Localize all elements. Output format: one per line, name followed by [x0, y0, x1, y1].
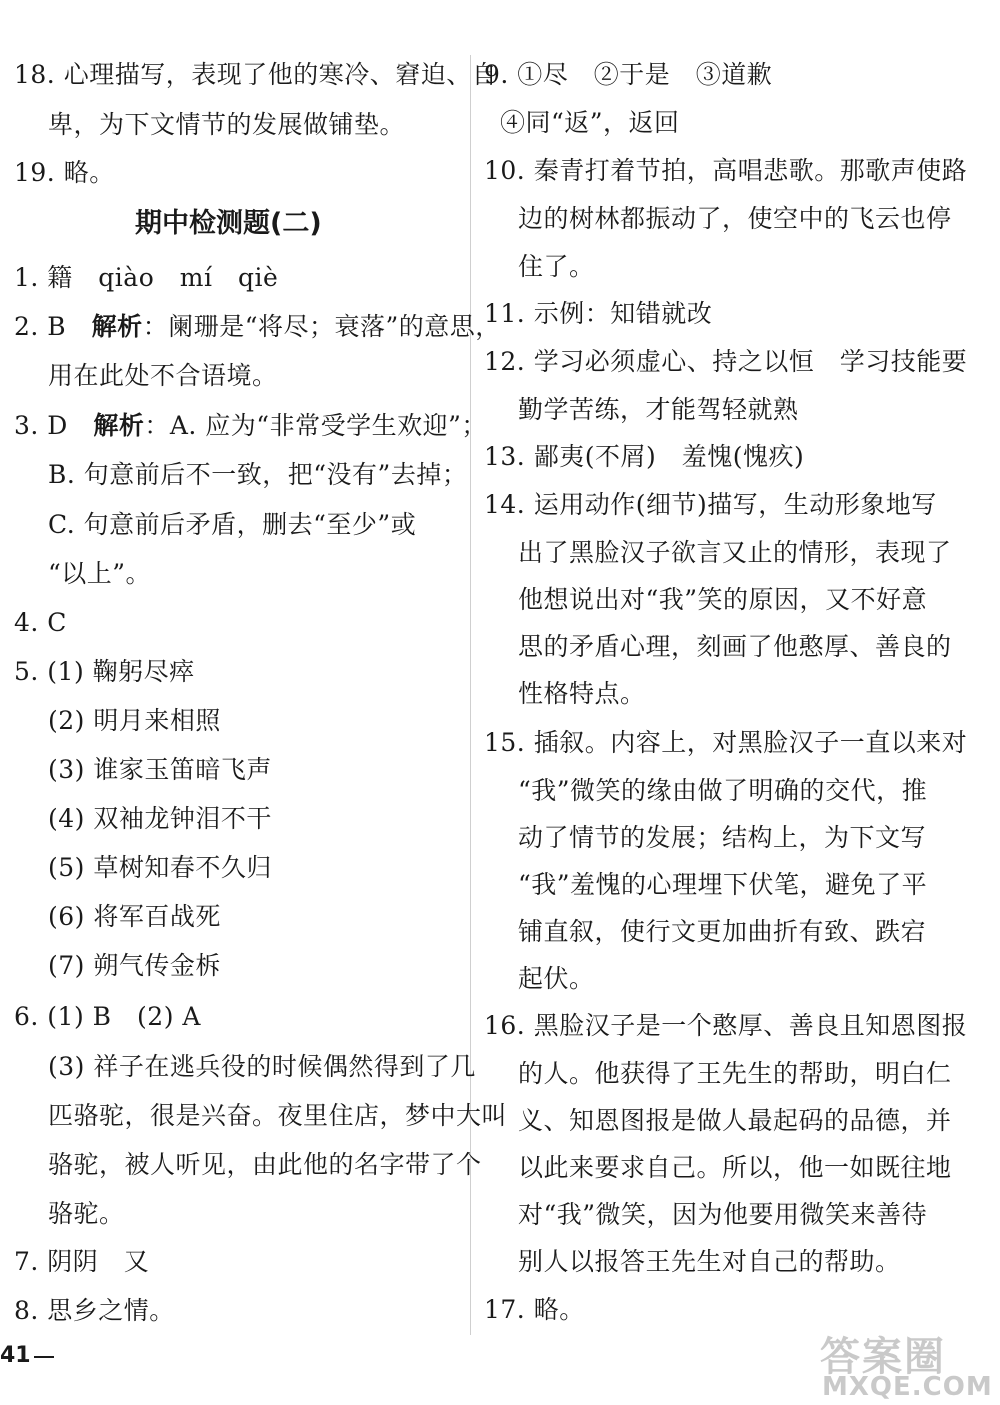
answer-3-line2: B. 句意前后不一致，把“没有”去掉； — [48, 460, 468, 489]
answer-8: 8. 思乡之情。 — [14, 1296, 175, 1325]
answer-3-line4: “以上”。 — [48, 559, 152, 588]
answer-5-1: 5. (1) 鞠躬尽瘁 — [14, 657, 195, 686]
answer-3-line3: C. 句意前后矛盾，删去“至少”或 — [48, 510, 417, 539]
answer-11: 11. 示例：知错就改 — [484, 299, 713, 328]
answer-10-line1: 10. 秦青打着节拍，高唱悲歌。那歌声使路 — [484, 156, 968, 185]
answer-5-7: (7) 朔气传金柝 — [48, 951, 221, 980]
answer-19: 19. 略。 — [14, 158, 115, 187]
answer-1: 1. 籍 qiào mí qiè — [14, 263, 279, 292]
answer-13: 13. 鄙夷(不屑) 羞愧(愧疚) — [484, 442, 805, 471]
answer-4: 4. C — [14, 608, 67, 637]
answer-15-line6: 起伏。 — [518, 964, 595, 993]
answer-7: 7. 阴阴 又 — [14, 1247, 150, 1276]
answer-5-2: (2) 明月来相照 — [48, 706, 221, 735]
answer-5-3: (3) 谁家玉笛暗飞声 — [48, 755, 272, 784]
answer-16-line1: 16. 黑脸汉子是一个憨厚、善良且知恩图报 — [484, 1011, 968, 1040]
answer-6-3-line2: 匹骆驼，很是兴奋。夜里住店，梦中大叫 — [48, 1101, 508, 1130]
answer-14-line3: 他想说出对“我”笑的原因，又不好意 — [518, 585, 928, 614]
section-title: 期中检测题(二) — [135, 208, 322, 239]
answer-12-line1: 12. 学习必须虚心、持之以恒 学习技能要 — [484, 347, 968, 376]
analysis-label: 解析 — [93, 411, 145, 440]
answer-15-line2: “我”微笑的缘由做了明确的交代，推 — [518, 776, 928, 805]
answer-6-3-line1: (3) 祥子在逃兵役的时候偶然得到了几 — [48, 1052, 476, 1081]
answer-6-1-2: 6. (1) B (2) A — [14, 1002, 201, 1031]
answer-10-line3: 住了。 — [518, 252, 595, 281]
analysis-label: 解析 — [91, 312, 143, 341]
answer-16-line4: 以此来要求自己。所以，他一如既往地 — [518, 1153, 952, 1182]
answer-15-line1: 15. 插叙。内容上，对黑脸汉子一直以来对 — [484, 728, 968, 757]
answer-14-line5: 性格特点。 — [518, 679, 646, 708]
answer-12-line2: 勤学苦练，才能驾轻就熟 — [518, 395, 799, 424]
answer-3-line1: 3. D 解析：A. 应为“非常受学生欢迎”； — [14, 411, 487, 440]
answer-14-line4: 思的矛盾心理，刻画了他憨厚、善良的 — [518, 632, 952, 661]
answer-5-4: (4) 双袖龙钟泪不干 — [48, 804, 272, 833]
answer-16-line2: 的人。他获得了王先生的帮助，明白仁 — [518, 1059, 952, 1088]
answer-6-3-line3: 骆驼，被人听见，由此他的名字带了个 — [48, 1150, 482, 1179]
answer-16-line5: 对“我”微笑，因为他要用微笑来善待 — [518, 1200, 928, 1229]
answer-2-line1: 2. B 解析：阑珊是“将尽；衰落”的意思， — [14, 312, 501, 341]
answer-15-line4: “我”羞愧的心理埋下伏笔，避免了平 — [518, 870, 928, 899]
answer-6-3-line4: 骆驼。 — [48, 1199, 125, 1228]
page-number-dash — [34, 1356, 54, 1358]
watermark-logo: 答案圈 — [820, 1334, 946, 1380]
page-number: 41 — [0, 1343, 31, 1368]
answer-10-line2: 边的树林都振动了，使空中的飞云也停 — [518, 204, 952, 233]
answer-5-6: (6) 将军百战死 — [48, 902, 221, 931]
answer-14-line1: 14. 运用动作(细节)描写，生动形象地写 — [484, 490, 937, 519]
answer-9-line1: 9. ①尽 ②于是 ③道歉 — [484, 60, 773, 89]
answer-9-line2: ④同“返”，返回 — [500, 108, 680, 137]
answer-2-line2: 用在此处不合语境。 — [48, 361, 278, 390]
answer-17: 17. 略。 — [484, 1295, 585, 1324]
answer-18-line2: 卑，为下文情节的发展做铺垫。 — [48, 110, 406, 139]
answer-16-line3: 义、知恩图报是做人最起码的品德，并 — [518, 1106, 952, 1135]
answer-14-line2: 出了黑脸汉子欲言又止的情形，表现了 — [518, 538, 952, 567]
answer-15-line5: 铺直叙，使行文更加曲折有致、跌宕 — [518, 917, 927, 946]
answer-18-line1: 18. 心理描写，表现了他的寒冷、窘迫、自 — [14, 60, 498, 89]
column-divider — [470, 55, 471, 1335]
watermark-url: MXQE.COM — [822, 1372, 993, 1402]
answer-15-line3: 动了情节的发展；结构上，为下文写 — [518, 823, 927, 852]
answer-16-line6: 别人以报答王先生对自己的帮助。 — [518, 1247, 901, 1276]
answer-5-5: (5) 草树知春不久归 — [48, 853, 272, 882]
